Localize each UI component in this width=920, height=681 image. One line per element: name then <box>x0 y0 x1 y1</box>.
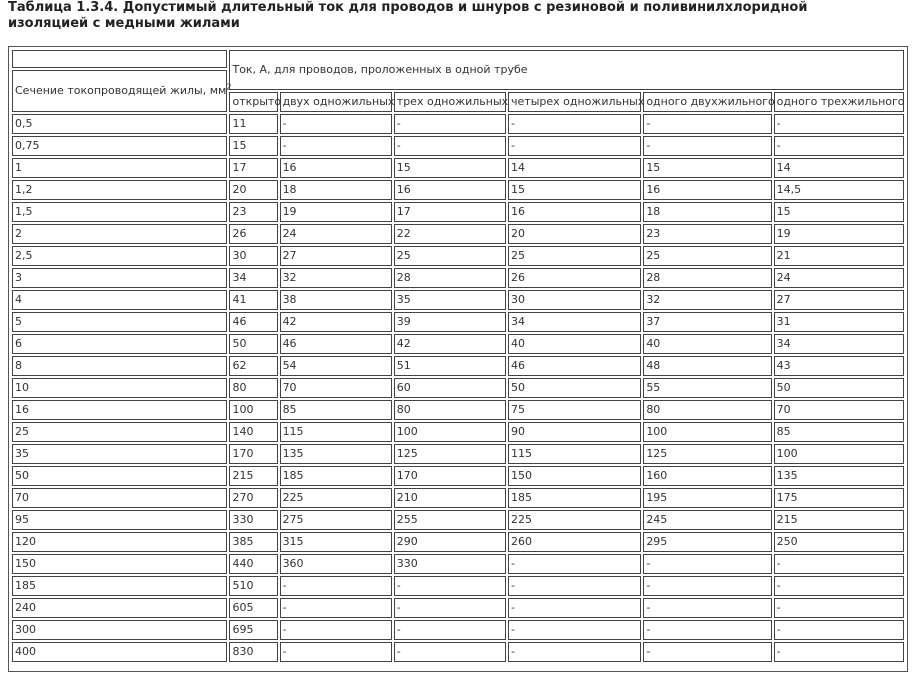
section-cell: 70 <box>12 488 227 508</box>
current-cell: - <box>774 620 904 640</box>
current-cell: 40 <box>643 334 771 354</box>
current-cell: 830 <box>229 642 277 662</box>
current-cell: 42 <box>394 334 506 354</box>
current-cell: - <box>394 114 506 134</box>
current-cell: 16 <box>394 180 506 200</box>
section-cell: 1,5 <box>12 202 227 222</box>
current-cell: - <box>280 114 392 134</box>
table-row <box>12 466 904 486</box>
current-cell: - <box>394 598 506 618</box>
current-cell: 100 <box>394 422 506 442</box>
table-row <box>12 246 904 266</box>
current-cell: 125 <box>643 444 771 464</box>
current-cell: 27 <box>774 290 904 310</box>
current-cell: - <box>280 598 392 618</box>
current-cell: 39 <box>394 312 506 332</box>
current-cell: - <box>774 554 904 574</box>
current-cell: 50 <box>508 378 641 398</box>
table-row <box>12 444 904 464</box>
table-row <box>12 620 904 640</box>
table-row <box>12 136 904 156</box>
current-cell: 85 <box>774 422 904 442</box>
current-cell: 115 <box>508 444 641 464</box>
caption-line-2: изоляцией с медными жилами <box>8 16 240 31</box>
current-cell: 360 <box>280 554 392 574</box>
section-cell: 10 <box>12 378 227 398</box>
current-cell: 695 <box>229 620 277 640</box>
current-cell: - <box>643 642 771 662</box>
section-cell: 2 <box>12 224 227 244</box>
current-cell: 50 <box>229 334 277 354</box>
current-cell: 62 <box>229 356 277 376</box>
section-cell: 95 <box>12 510 227 530</box>
current-cell: 275 <box>280 510 392 530</box>
current-cell: - <box>774 136 904 156</box>
current-cell: 15 <box>774 202 904 222</box>
current-cell: 80 <box>643 400 771 420</box>
section-cell: 1,2 <box>12 180 227 200</box>
current-cell: - <box>774 642 904 662</box>
header-empty-cell <box>12 50 227 68</box>
current-cell: 23 <box>643 224 771 244</box>
table-row <box>12 422 904 442</box>
current-cell: 135 <box>774 466 904 486</box>
current-cell: 140 <box>229 422 277 442</box>
current-cell: 34 <box>229 268 277 288</box>
current-cell: 15 <box>229 136 277 156</box>
current-cell: 255 <box>394 510 506 530</box>
current-cell: - <box>643 576 771 596</box>
current-cell: 34 <box>774 334 904 354</box>
current-cell: 41 <box>229 290 277 310</box>
section-cell: 300 <box>12 620 227 640</box>
col-header-open: открыто <box>229 92 277 112</box>
current-cell: 21 <box>774 246 904 266</box>
current-cell: 270 <box>229 488 277 508</box>
current-cell: 16 <box>643 180 771 200</box>
current-cell: - <box>508 576 641 596</box>
current-cell: 605 <box>229 598 277 618</box>
section-cell: 0,5 <box>12 114 227 134</box>
current-cell: 18 <box>643 202 771 222</box>
current-cell: 14 <box>508 158 641 178</box>
current-cell: 225 <box>280 488 392 508</box>
col-header-one-three-core: одного трехжильного <box>774 92 904 112</box>
section-cell: 150 <box>12 554 227 574</box>
current-cell: - <box>508 136 641 156</box>
current-cell: 330 <box>394 554 506 574</box>
section-cell: 240 <box>12 598 227 618</box>
current-cell: - <box>280 136 392 156</box>
current-table <box>10 48 906 664</box>
current-cell: 46 <box>280 334 392 354</box>
table-row <box>12 180 904 200</box>
current-cell: 24 <box>280 224 392 244</box>
current-cell: 43 <box>774 356 904 376</box>
current-cell: 28 <box>643 268 771 288</box>
current-cell: 32 <box>643 290 771 310</box>
current-cell: 14,5 <box>774 180 904 200</box>
current-cell: - <box>643 114 771 134</box>
current-cell: 30 <box>229 246 277 266</box>
section-cell: 16 <box>12 400 227 420</box>
section-cell: 1 <box>12 158 227 178</box>
current-cell: 215 <box>774 510 904 530</box>
table-body <box>12 50 904 662</box>
table-row <box>12 334 904 354</box>
table-row <box>12 224 904 244</box>
current-cell: 290 <box>394 532 506 552</box>
section-cell: 2,5 <box>12 246 227 266</box>
current-cell: 16 <box>508 202 641 222</box>
current-cell: 80 <box>394 400 506 420</box>
current-cell: 25 <box>508 246 641 266</box>
col-header-one-two-core: одного двухжильного <box>643 92 771 112</box>
current-cell: 60 <box>394 378 506 398</box>
current-cell: 32 <box>280 268 392 288</box>
section-unit-sup: 2 <box>226 82 232 92</box>
current-cell: 54 <box>280 356 392 376</box>
current-cell: 15 <box>394 158 506 178</box>
table-row <box>12 576 904 596</box>
current-cell: 250 <box>774 532 904 552</box>
col-header-three-single: трех одножильных <box>394 92 506 112</box>
current-cell: 16 <box>280 158 392 178</box>
current-cell: 75 <box>508 400 641 420</box>
current-cell: 50 <box>774 378 904 398</box>
header-row-1 <box>12 50 904 68</box>
table-row <box>12 202 904 222</box>
current-cell: 185 <box>280 466 392 486</box>
col-header-four-single: четырех одножильных <box>508 92 641 112</box>
table-row <box>12 400 904 420</box>
current-cell: 55 <box>643 378 771 398</box>
current-cell: 25 <box>643 246 771 266</box>
header-current-group: Ток, А, для проводов, проложенных в одной трубе <box>229 50 904 90</box>
current-cell: 215 <box>229 466 277 486</box>
current-cell: 225 <box>508 510 641 530</box>
current-cell: - <box>508 598 641 618</box>
current-cell: 150 <box>508 466 641 486</box>
current-cell: - <box>280 642 392 662</box>
current-cell: 19 <box>280 202 392 222</box>
table-row <box>12 642 904 662</box>
current-cell: - <box>508 620 641 640</box>
current-cell: 195 <box>643 488 771 508</box>
section-cell: 400 <box>12 642 227 662</box>
current-cell: - <box>508 554 641 574</box>
table-row <box>12 554 904 574</box>
current-cell: 385 <box>229 532 277 552</box>
current-cell: 20 <box>229 180 277 200</box>
current-cell: 27 <box>280 246 392 266</box>
current-cell: 100 <box>229 400 277 420</box>
current-cell: 100 <box>774 444 904 464</box>
current-cell: 175 <box>774 488 904 508</box>
current-cell: 160 <box>643 466 771 486</box>
current-cell: - <box>774 598 904 618</box>
current-cell: - <box>774 576 904 596</box>
current-cell: 20 <box>508 224 641 244</box>
current-cell: 42 <box>280 312 392 332</box>
header-section-label <box>12 70 232 112</box>
section-cell: 25 <box>12 422 227 442</box>
current-cell: 15 <box>508 180 641 200</box>
current-cell: 46 <box>508 356 641 376</box>
current-cell: - <box>508 642 641 662</box>
current-cell: - <box>394 576 506 596</box>
col-header-two-single: двух одножильных <box>280 92 392 112</box>
table-row <box>12 488 904 508</box>
table-row <box>12 532 904 552</box>
current-cell: 48 <box>643 356 771 376</box>
current-cell: 90 <box>508 422 641 442</box>
table-row <box>12 510 904 530</box>
section-label-text: Сечение токопроводящей жилы, мм <box>15 84 227 97</box>
table-row <box>12 356 904 376</box>
current-cell: 40 <box>508 334 641 354</box>
caption-line-1: Таблица 1.3.4. Допустимый длительный ток для проводов и шнуров с резиновой и поливинилхлоридной <box>8 0 808 15</box>
current-cell: 35 <box>394 290 506 310</box>
current-cell: 115 <box>280 422 392 442</box>
current-cell: 24 <box>774 268 904 288</box>
current-cell: 70 <box>280 378 392 398</box>
current-cell: 210 <box>394 488 506 508</box>
current-cell: - <box>280 620 392 640</box>
section-cell: 35 <box>12 444 227 464</box>
current-cell: - <box>643 620 771 640</box>
current-cell: 22 <box>394 224 506 244</box>
current-cell: 170 <box>394 466 506 486</box>
current-cell: 125 <box>394 444 506 464</box>
current-cell: - <box>643 554 771 574</box>
section-cell: 5 <box>12 312 227 332</box>
current-cell: 245 <box>643 510 771 530</box>
current-cell: 26 <box>508 268 641 288</box>
current-cell: - <box>394 642 506 662</box>
current-cell: 85 <box>280 400 392 420</box>
current-cell: - <box>508 114 641 134</box>
table-row <box>12 268 904 288</box>
section-cell: 0,75 <box>12 136 227 156</box>
current-cell: 170 <box>229 444 277 464</box>
table-caption <box>8 0 908 32</box>
section-cell: 50 <box>12 466 227 486</box>
current-cell: 30 <box>508 290 641 310</box>
current-cell: 14 <box>774 158 904 178</box>
current-cell: 26 <box>229 224 277 244</box>
current-cell: 330 <box>229 510 277 530</box>
section-cell: 6 <box>12 334 227 354</box>
section-cell: 185 <box>12 576 227 596</box>
current-cell: 135 <box>280 444 392 464</box>
current-cell: 70 <box>774 400 904 420</box>
current-cell: 25 <box>394 246 506 266</box>
current-cell: - <box>774 114 904 134</box>
current-cell: 34 <box>508 312 641 332</box>
current-cell: 295 <box>643 532 771 552</box>
current-cell: - <box>643 598 771 618</box>
current-cell: 17 <box>229 158 277 178</box>
current-cell: 51 <box>394 356 506 376</box>
current-cell: 46 <box>229 312 277 332</box>
current-cell: - <box>394 620 506 640</box>
current-cell: 185 <box>508 488 641 508</box>
current-cell: 37 <box>643 312 771 332</box>
current-cell: - <box>643 136 771 156</box>
current-cell: 17 <box>394 202 506 222</box>
current-cell: 28 <box>394 268 506 288</box>
table-row <box>12 598 904 618</box>
section-cell: 120 <box>12 532 227 552</box>
current-cell: 15 <box>643 158 771 178</box>
current-cell: 23 <box>229 202 277 222</box>
current-cell: 510 <box>229 576 277 596</box>
current-cell: - <box>280 576 392 596</box>
table-row <box>12 114 904 134</box>
current-cell: 18 <box>280 180 392 200</box>
table-row <box>12 378 904 398</box>
current-cell: 11 <box>229 114 277 134</box>
table-row <box>12 290 904 310</box>
table-row <box>12 158 904 178</box>
current-cell: 440 <box>229 554 277 574</box>
current-cell: 19 <box>774 224 904 244</box>
current-cell: 80 <box>229 378 277 398</box>
section-cell: 8 <box>12 356 227 376</box>
section-cell: 3 <box>12 268 227 288</box>
current-cell: 38 <box>280 290 392 310</box>
current-cell: 31 <box>774 312 904 332</box>
current-cell: 260 <box>508 532 641 552</box>
table-row <box>12 312 904 332</box>
current-cell: - <box>394 136 506 156</box>
current-cell: 100 <box>643 422 771 442</box>
section-cell: 4 <box>12 290 227 310</box>
current-cell: 315 <box>280 532 392 552</box>
